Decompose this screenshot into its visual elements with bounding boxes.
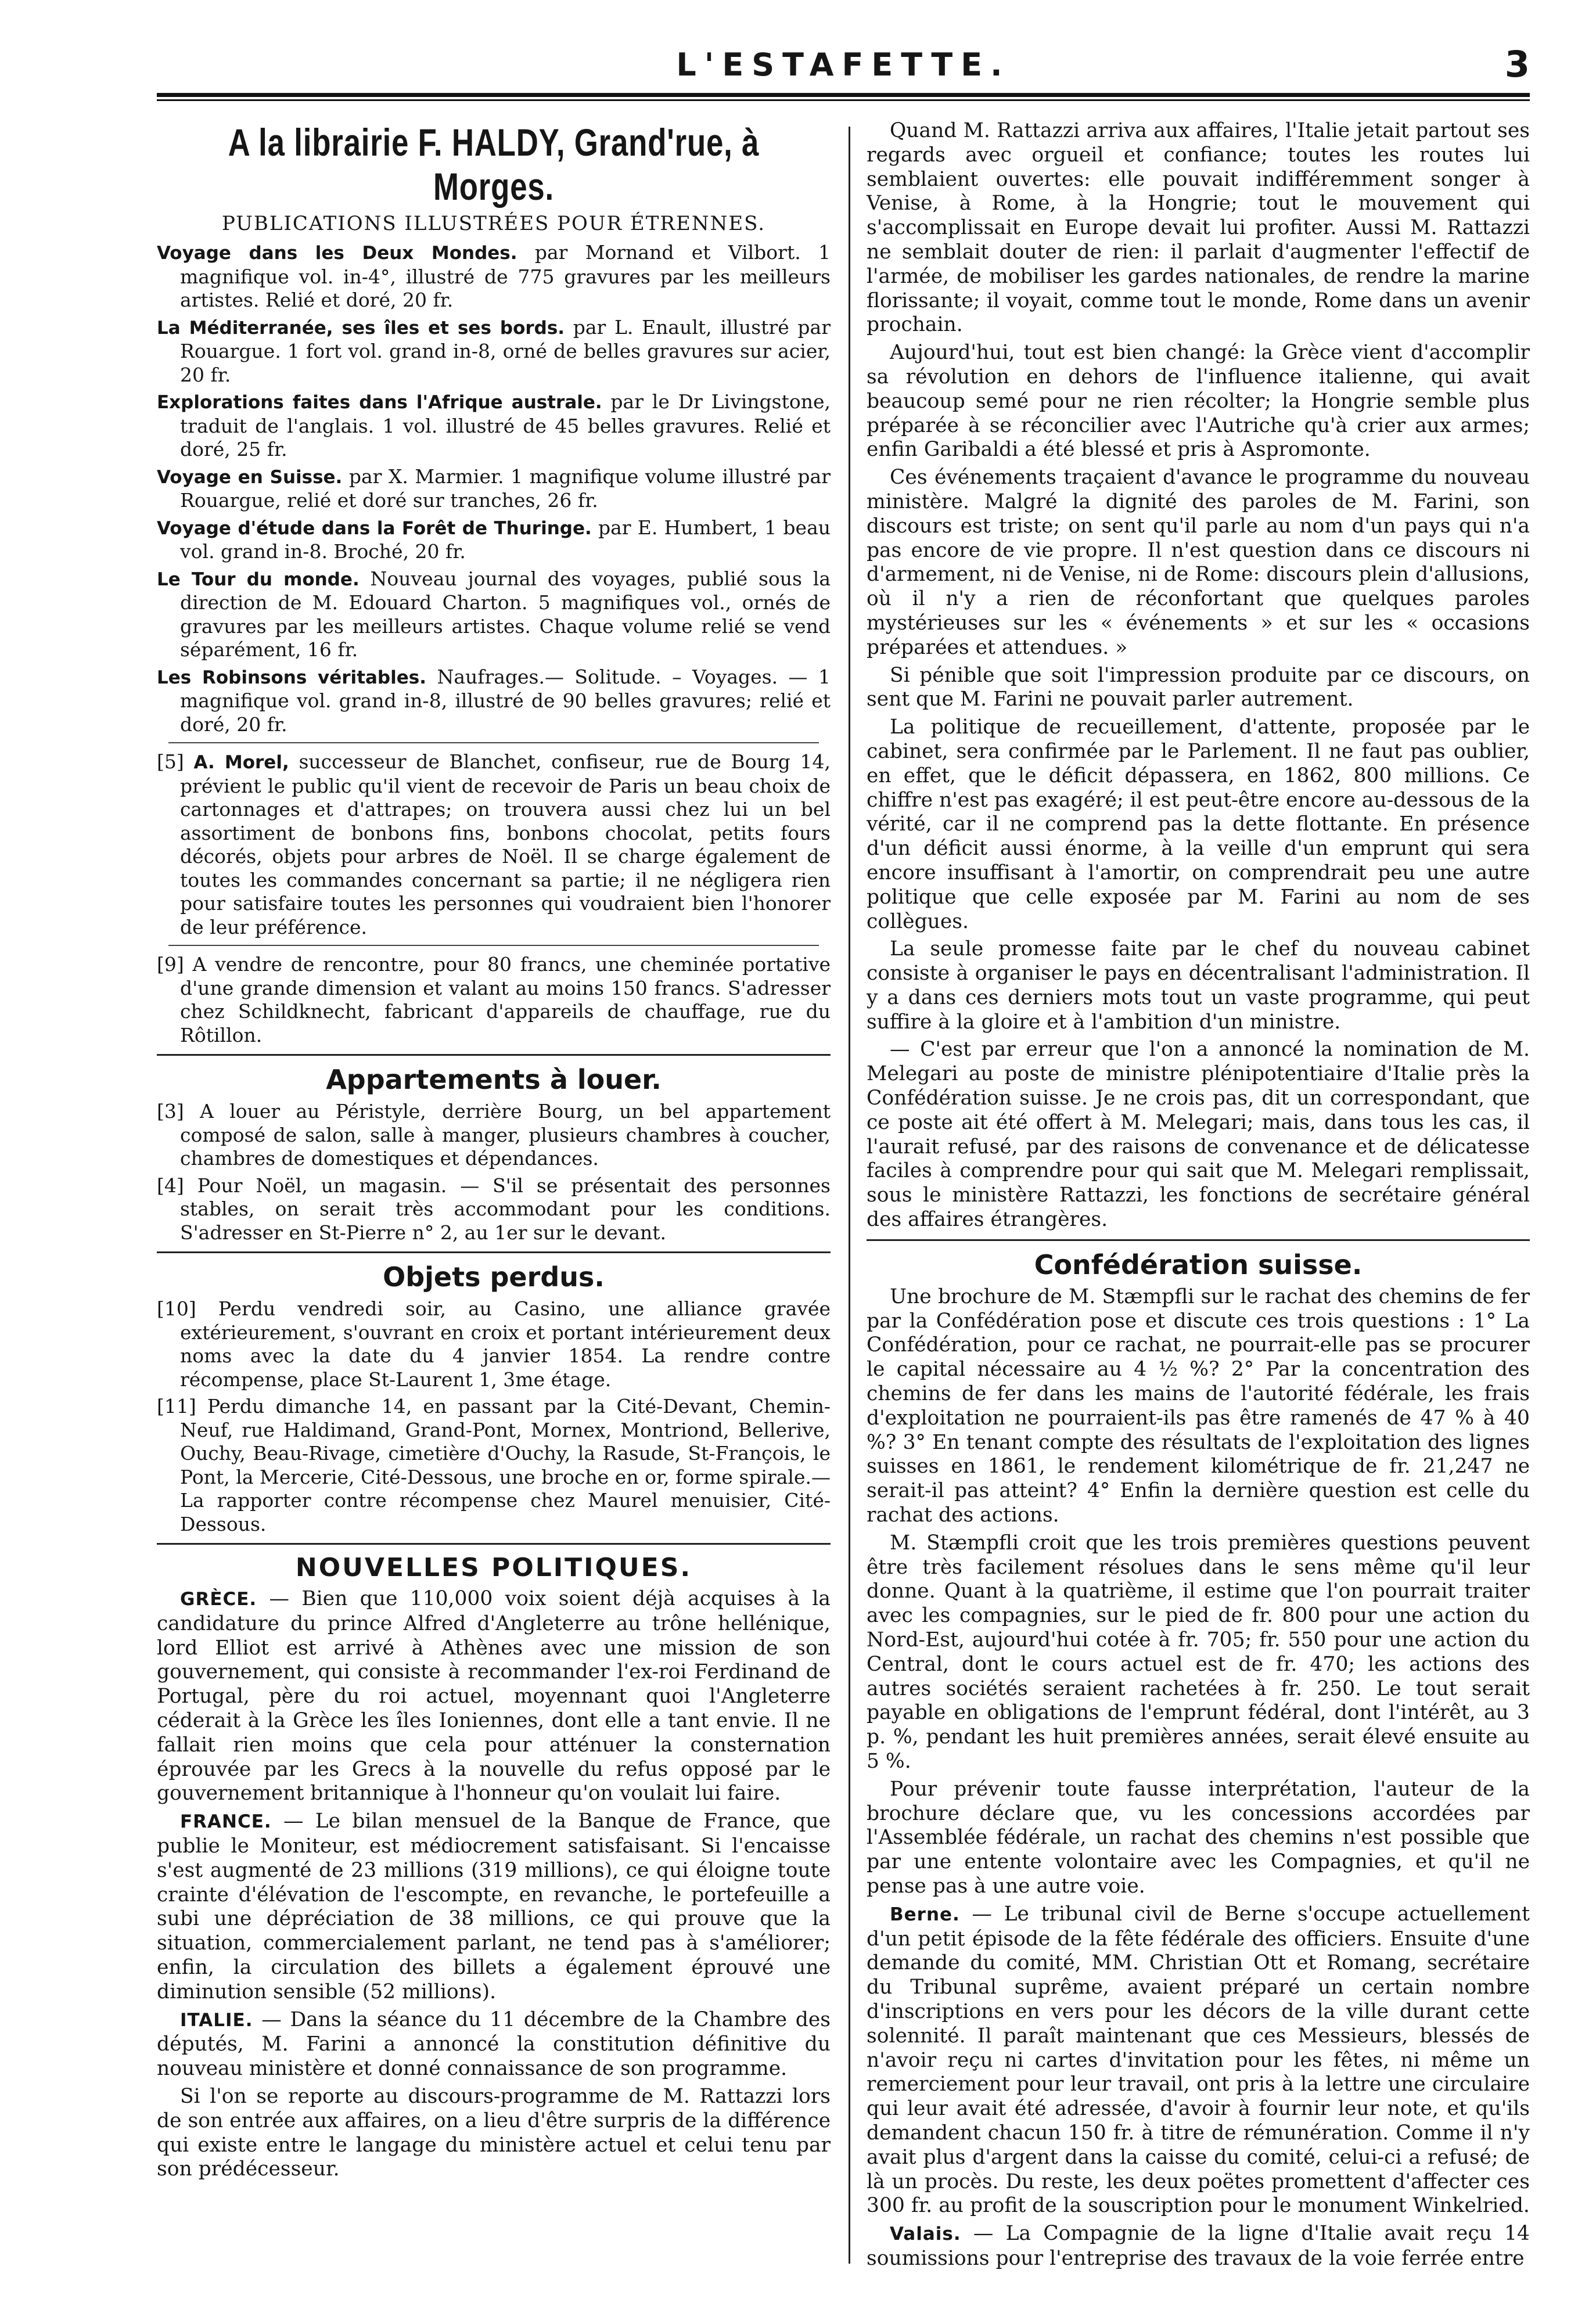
- italie-paragraph: ITALIE. — Dans la séance du 11 décembre de la Chambre des députés, M. Farini a annoncé la constitution définitive du nouveau ministère et donné connaissance de son programme.: [157, 2008, 831, 2081]
- book-entry: [157, 241, 831, 312]
- column-separator: [849, 127, 850, 2264]
- italie-continued-6: La seule promesse faite par le chef du nouveau cabinet consiste à organiser le pays en décentralisant l'administration. Il y a dans ces derniers mots tout un vaste programme, qui peut suffire à la gloire et à l'ambition d'un ministre.: [867, 937, 1530, 1034]
- masthead: [157, 35, 1530, 99]
- page-number: 3: [1504, 43, 1530, 85]
- confederation-heading: Confédération suisse.: [1034, 1249, 1363, 1280]
- book-title: Explorations faites dans l'Afrique australe.: [157, 392, 602, 413]
- appartement-ad-1: [3] A louer au Péristyle, derrière Bourg, un bel appartement composé de salon, salle à manger, plusieurs chambres à coucher, chambres de domestiques et dépendances.: [157, 1100, 831, 1170]
- book-entry: [157, 390, 831, 462]
- morel-name: A. Morel,: [193, 752, 289, 773]
- appartements-heading: Appartements à louer.: [326, 1064, 662, 1095]
- haldy-ad-subtitle: PUBLICATIONS ILLUSTRÉES POUR ÉTRENNES.: [221, 212, 766, 235]
- divider: [168, 742, 819, 743]
- book-entry: [157, 465, 831, 513]
- grece-paragraph: GRÈCE. — Bien que 110,000 voix soient déjà acquises à la candidature du prince Alfred d'Angleterre au trône hellénique, lord Elliot est arrivé à Athènes avec une mission de son gouvernement, qui consiste à recommander l'ex-roi Ferdinand de Portugal, père du roi actuel, moyennant quoi l'Angleterre céderait à la Grèce les îles Ioniennes, dont elle a tant envie. Il ne fallait rien moins que cela pour atténuer la consternation éprouvée par les Grecs à la nouvelle du refus opposé par le gouvernement britannique à l'honneur qu'on voulait lui faire.: [157, 1587, 831, 1805]
- morel-ad: [5] A. Morel, successeur de Blanchet, confiseur, rue de Bourg 14, prévient le public qu'il vient de recevoir de Paris un beau choix de cartonnages et d'attrapes; on trouvera aussi chez lui un bel assortiment de bonbons fins, bonbons chocolat, petits fours décorés, objets pour arbres de Noël. Il se charge également de toutes les commandes concernant sa partie; il ne négligera rien pour satisfaire toutes les personnes qui voudraient bien l'honorer de leur préférence.: [157, 750, 831, 938]
- italie-paragraph-2: Si l'on se reporte au discours-programme de M. Rattazzi lors de son entrée aux affaires, on a lieu d'être surpris de la différence qui existe entre le langage du ministère actuel et celui tenu par son prédécesseur.: [157, 2084, 831, 2181]
- book-description: Nouveau journal des voyages, publié sous la direction de M. Edouard Charton. 5 magnifiques vol., ornés de gravures par les meilleurs artistes. Chaque volume relié se vend séparément, 16 fr.: [180, 567, 831, 661]
- cheminee-ad: [9] A vendre de rencontre, pour 80 francs, une cheminée portative d'une grande dimension et valant au moins 150 francs. S'adresser chez Schildknecht, fabricant d'appareils de chauffage, rue du Rôtillon.: [157, 953, 831, 1046]
- section-rule: [157, 1054, 831, 1056]
- perdu-ad-2: [11] Perdu dimanche 14, en passant par la Cité-Devant, Chemin-Neuf, rue Haldimand, Grand-Pont, Mornex, Montriond, Bellerive, Ouchy, Beau-Rivage, cimetière d'Ouchy, la Rasude, St-François, le Pont, la Mercerie, Cité-Dessous, une broche en or, forme spirale.— La rapporter contre récompense chez Maurel menuisier, Cité-Dessous.: [157, 1395, 831, 1535]
- book-description: par X. Marmier. 1 magnifique volume illustré par Rouargue, relié et doré sur tranches, 26 fr.: [180, 465, 831, 512]
- divider: [168, 945, 819, 946]
- france-paragraph: FRANCE. — Le bilan mensuel de la Banque de France, que publie le Moniteur, est médiocrement satisfaisant. Si l'encaisse s'est augmenté de 23 millions (319 millions), ce qui éloigne toute crainte d'élévation de l'escompte, en revanche, le portefeuille a subi une dépréciation de 38 millions, ce qui prouve que la situation, commercialement parlant, ne tend pas à s'améliorer; enfin, la circulation des billets a également éprouvé une diminution sensible (52 millions).: [157, 1810, 831, 2003]
- section-rule: [157, 1251, 831, 1253]
- book-entry: [157, 516, 831, 564]
- book-title: Voyage en Suisse.: [157, 466, 343, 488]
- book-entry: [157, 666, 831, 737]
- haldy-ad-title: A la librairie F. HALDY, Grand'rue, à Morges.: [228, 121, 760, 208]
- left-column: [157, 119, 831, 2185]
- appartement-ad-2: [4] Pour Noël, un magasin. — S'il se présentait des personnes stables, on serait très accommodant pour les conditions. S'adresser en St-Pierre n° 2, au 1er sur le devant.: [157, 1174, 831, 1244]
- section-rule: [157, 1543, 831, 1545]
- book-title: Les Robinsons véritables.: [157, 667, 426, 688]
- book-title: Le Tour du monde.: [157, 569, 360, 590]
- italie-continued-7: — C'est par erreur que l'on a annoncé la nomination de M. Melegari au poste de ministre plénipotentiaire d'Italie près la Confédération suisse. Je ne crois pas, dit un correspondant, que ce poste ait été offert à M. Melegari; mais, dans tous les cas, il l'aurait refusé, par des raisons de convenance et de délicatesse faciles à comprendre pour qui sait que M. Melegari remplissait, sous le ministère Rattazzi, les fonctions de secrétaire général des affaires étrangères.: [867, 1038, 1530, 1232]
- masthead-rule: [157, 93, 1530, 101]
- valais-paragraph: Valais. — La Compagnie de la ligne d'Italie avait reçu 14 soumissions pour l'entreprise des travaux de la voie ferrée entre: [867, 2222, 1530, 2270]
- berne-paragraph: Berne. — Le tribunal civil de Berne s'occupe actuellement d'un petit épisode de la fête fédérale des officiers. Ensuite d'une demande du comité, MM. Christian Ott et Romang, secrétaire du Tribunal suprême, avaient préparé un certain nombre d'inscriptions en vers pour les décors de la ville durant cette solennité. Il paraît maintenant que ces Messieurs, blessés de n'avoir reçu ni cartes d'invitation pour les fêtes, ni même un remerciement pour leur travail, ont pris à la lettre une circulaire qui leur avait été adressée, d'avoir à fournir leur note, et qu'ils demandent chacun 150 fr. à titre de rémunération. Comme il n'y avait plus d'argent dans la caisse du comité, celui-ci a refusé; de là un procès. Du reste, les deux poëtes promettent d'affecter ces 300 fr. au profit de la souscription pour le monument Winkelried.: [867, 1902, 1530, 2218]
- book-description: par E. Humbert, 1 beau vol. grand in-8. Broché, 20 fr.: [180, 516, 831, 563]
- book-list: [157, 241, 831, 736]
- book-entry: [157, 316, 831, 387]
- confederation-paragraph-3: Pour prévenir toute fausse interprétation, l'auteur de la brochure déclare que, vu les concessions accordées par l'Assemblée fédérale, un rachat des chemins n'est possible que par une entente volontaire avec les Compagnies, et qu'il ne pense pas à une autre voie.: [867, 1777, 1530, 1898]
- book-title: Voyage d'étude dans la Forêt de Thuringe.: [157, 517, 592, 539]
- perdu-ad-1: [10] Perdu vendredi soir, au Casino, une alliance gravée extérieurement, s'ouvrant en croix et portant intérieurement deux noms avec la date du 4 janvier 1854. La rendre contre récompense, place St-Laurent 1, 3me étage.: [157, 1297, 831, 1391]
- section-rule: [867, 1239, 1530, 1241]
- italie-continued-1: Quand M. Rattazzi arriva aux affaires, l'Italie jetait partout ses regards avec orgueil et confiance; toutes les routes lui semblaient ouvertes: elle pouvait indifféremment songer à Venise, à Rome, à la Hongrie; tout le mouvement qui s'accomplissait en Europe devait lui profiter. Aussi M. Rattazzi ne semblait douter de rien: il parlait d'augmenter l'effectif de l'armée, de mobiliser les gardes nationales, de rendre la marine florissante; il voyait, comme tout le monde, Rome dans un avenir prochain.: [867, 119, 1530, 337]
- book-entry: [157, 567, 831, 662]
- objets-perdus-heading: Objets perdus.: [383, 1261, 605, 1293]
- italie-continued-3: Ces événements traçaient d'avance le programme du nouveau ministère. Malgré la dignité des paroles de M. Farini, son discours est triste; on sent qu'il parle au nom d'un pays qui n'a pas encore de vie propre. Il n'est question dans ce discours ni d'armement, ni de Venise, ni de Rome: discours plein d'allusions, où il n'y a rien de réconfortant que quelques paroles mystérieuses sur les « événements » et sur les « occasions préparées et attendues. »: [867, 466, 1530, 659]
- book-description: par le Dr Livingstone, traduit de l'anglais. 1 vol. illustré de 45 belles gravures. Relié et doré, 25 fr.: [180, 390, 831, 461]
- italie-continued-4: Si pénible que soit l'impression produite par ce discours, on sent que M. Farini ne pouvait parler autrement.: [867, 663, 1530, 711]
- book-title: La Méditerranée, ses îles et ses bords.: [157, 317, 565, 339]
- italie-continued-2: Aujourd'hui, tout est bien changé: la Grèce vient d'accomplir sa révolution en dehors de l'influence italienne, qui avait beaucoup semé pour ne rien récolter; la Hongrie semble plus préparée à se réconcilier avec l'Autriche qu'à crier aux armes; enfin Garibaldi a été blessé et pris à Aspromonte.: [867, 341, 1530, 462]
- newspaper-title: L'ESTAFETTE.: [676, 46, 1011, 83]
- book-description: Naufrages.— Solitude. – Voyages. — 1 magnifique vol. grand in-8, illustré de 90 belles gravures; relié et doré, 20 fr.: [180, 665, 831, 736]
- confederation-paragraph-2: M. Stæmpfli croit que les trois premières questions peuvent être très facilement résolues dans le sens même qu'il leur donne. Quant à la quatrième, il estime que l'on pourrait traiter avec les compagnies, sur le pied de fr. 800 pour une action du Nord-Est, aujourd'hui cotée à fr. 705; fr. 550 pour une action du Central, dont le cours actuel est de fr. 470; les actions des autres sociétés seraient rachetées à fr. 250. Le tout serait payable en obligations de l'emprunt fédéral, dont l'intérêt, au 3 p. %, pendant les huit premières années, serait élevé ensuite au 5 %.: [867, 1531, 1530, 1773]
- right-column: [867, 119, 1530, 2275]
- italie-continued-5: La politique de recueillement, d'attente, proposée par le cabinet, sera confirmée par le Parlement. Il ne faut pas oublier, en effet, que le déficit dépassera, en 1862, 800 millions. Ce chiffre n'est pas exagéré; il est peut-être encore au-dessous de la vérité, car il ne comprend pas la dette flottante. En présence d'un déficit aussi énorme, à la veille d'un emprunt qui sera encore insuffisant à l'amortir, on comprendrait peu une autre politique que celle exposée par M. Farini au nom de ses collègues.: [867, 715, 1530, 933]
- book-description: par L. Enault, illustré par Rouargue. 1 fort vol. grand in-8, orné de belles gravures sur acier, 20 fr.: [180, 315, 831, 386]
- book-description: par Mornand et Vilbort. 1 magnifique vol. in-4°, illustré de 775 gravures par les meilleurs artistes. Relié et doré, 20 fr.: [180, 241, 831, 311]
- book-title: Voyage dans les Deux Mondes.: [157, 243, 517, 264]
- nouvelles-politiques-heading: NOUVELLES POLITIQUES.: [295, 1553, 692, 1582]
- confederation-paragraph-1: Une brochure de M. Stæmpfli sur le rachat des chemins de fer par la Confédération pose et discute ces trois questions : 1° La Confédération, pour ce rachat, ne pourrait-elle pas se procurer le capital nécessaire au 4 ½ %? 2° Par la concentration des chemins de fer dans les mains de l'autorité fédérale, les frais d'exploitation ne pourraient-ils pas être ramenés de 47 % à 40 %? 3° En tenant compte des résultats de l'exploitation des lignes suisses en 1861, le rendement kilométrique de fr. 21,247 ne serait-il pas atteint? 4° Enfin la dernière question est celle du rachat des actions.: [867, 1285, 1530, 1527]
